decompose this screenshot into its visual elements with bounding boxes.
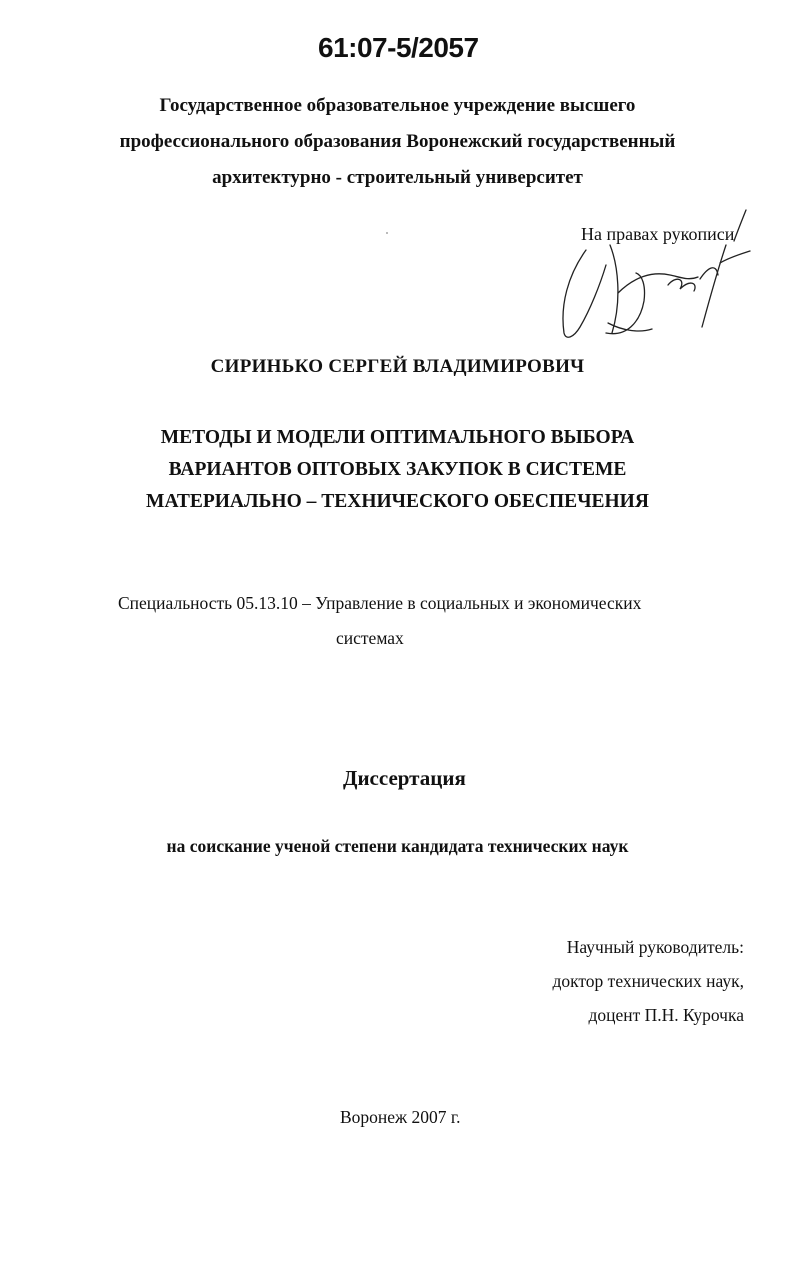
degree-statement: на соискание ученой степени кандидата технических наук	[166, 836, 629, 856]
city-year: Воронеж 2007 г.	[340, 1107, 461, 1127]
supervisor-label: Научный руководитель:	[566, 937, 744, 957]
specialty-line-1: Специальность 05.13.10 – Управление в социальных и экономических	[118, 593, 642, 613]
specialty-line-2: системах	[336, 628, 404, 648]
manuscript-note: На правах рукописи	[581, 224, 735, 244]
catalog-number: 61:07-5/2057	[318, 32, 479, 63]
handwritten-signature	[548, 205, 758, 345]
supervisor-degree: доктор технических наук,	[552, 971, 744, 991]
title-line: ВАРИАНТОВ ОПТОВЫХ ЗАКУПОК В СИСТЕМЕ	[168, 459, 627, 480]
institution-line: архитектурно - строительный университет	[212, 167, 583, 188]
scan-speck	[386, 232, 388, 234]
institution-line: Государственное образовательное учреждение высшего	[159, 95, 636, 116]
supervisor-name: доцент П.Н. Курочка	[588, 1005, 744, 1025]
institution-name	[0, 88, 795, 196]
institution-line: профессионального образования Воронежский государственный	[119, 131, 676, 152]
dissertation-title	[0, 422, 795, 518]
document-type: Диссертация	[343, 766, 466, 790]
title-line: МАТЕРИАЛЬНО – ТЕХНИЧЕСКОГО ОБЕСПЕЧЕНИЯ	[146, 491, 649, 512]
title-line: МЕТОДЫ И МОДЕЛИ ОПТИМАЛЬНОГО ВЫБОРА	[160, 427, 635, 448]
author-name: СИРИНЬКО СЕРГЕЙ ВЛАДИМИРОВИЧ	[210, 356, 585, 377]
